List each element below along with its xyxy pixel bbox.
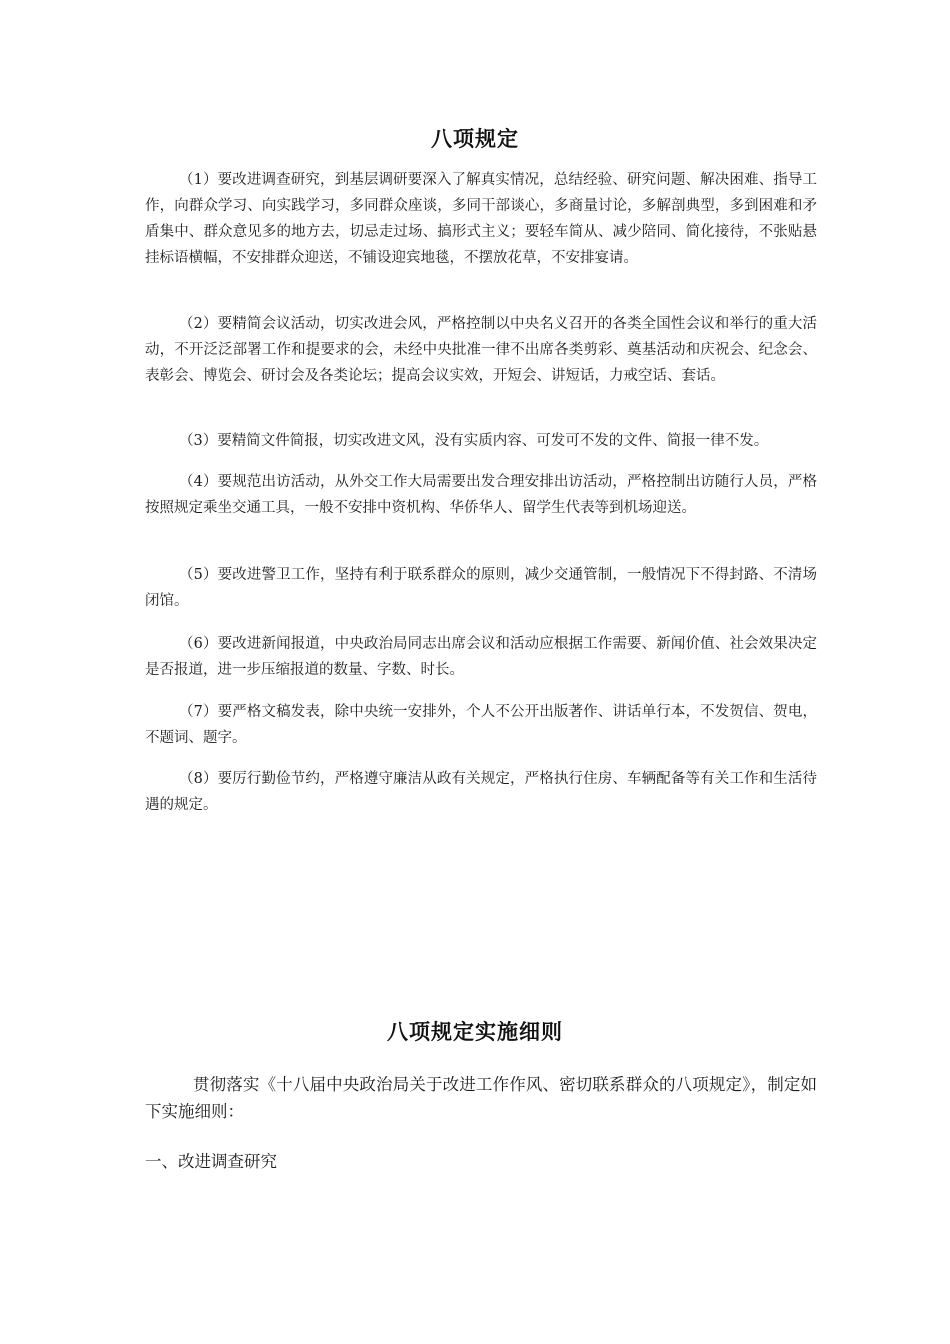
rule-paragraph-6: （6）要改进新闻报道，中央政治局同志出席会议和活动应根据工作需要、新闻价值、社会效果决定是否报道，进一步压缩报道的数量、字数、时长。	[145, 636, 817, 678]
rule-paragraph-2: （2）要精简会议活动，切实改进会风，严格控制以中央名义召开的各类全国性会议和举行的重大活动，不开泛泛部署工作和提要求的会，未经中央批准一律不出席各类剪彩、奠基活动和庆祝会、纪念会、表彰会、博览会、研讨会及各类论坛；提高会议实效，开短会、讲短话，力戒空话、套话。	[145, 316, 817, 384]
document-title: 八项规定	[431, 127, 519, 151]
rule-paragraph-3: （3）要精简文件简报，切实改进文风，没有实质内容、可发可不发的文件、简报一律不发。	[179, 433, 769, 449]
rule-paragraph-5: （5）要改进警卫工作，坚持有利于联系群众的原则，减少交通管制，一般情况下不得封路、不清场闭馆。	[145, 567, 817, 609]
section-heading: 一、改进调查研究	[145, 1152, 277, 1171]
section-title: 八项规定实施细则	[387, 1020, 563, 1044]
rule-paragraph-1: （1）要改进调查研究，到基层调研要深入了解真实情况，总结经验、研究问题、解决困难、指导工作，向群众学习、向实践学习，多同群众座谈，多同干部谈心，多商量讨论，多解剖典型，多到困难和矛盾集中、群众意见多的地方去，切忌走过场、搞形式主义；要轻车简从、减少陪同、简化接待，不张贴悬挂标语横幅，不安排群众迎送，不铺设迎宾地毯，不摆放花草，不安排宴请。	[145, 172, 817, 266]
rule-paragraph-4: （4）要规范出访活动，从外交工作大局需要出发合理安排出访活动，严格控制出访随行人员，严格按照规定乘坐交通工具，一般不安排中资机构、华侨华人、留学生代表等到机场迎送。	[145, 474, 817, 516]
intro-paragraph: 贯彻落实《十八届中央政治局关于改进工作作风、密切联系群众的八项规定》，制定如下实施细则：	[145, 1075, 817, 1121]
rule-paragraph-8: （8）要厉行勤俭节约，严格遵守廉洁从政有关规定，严格执行住房、车辆配备等有关工作和生活待遇的规定。	[145, 771, 817, 813]
rule-paragraph-7: （7）要严格文稿发表，除中央统一安排外，个人不公开出版著作、讲话单行本，不发贺信、贺电，不题词、题字。	[145, 704, 817, 746]
